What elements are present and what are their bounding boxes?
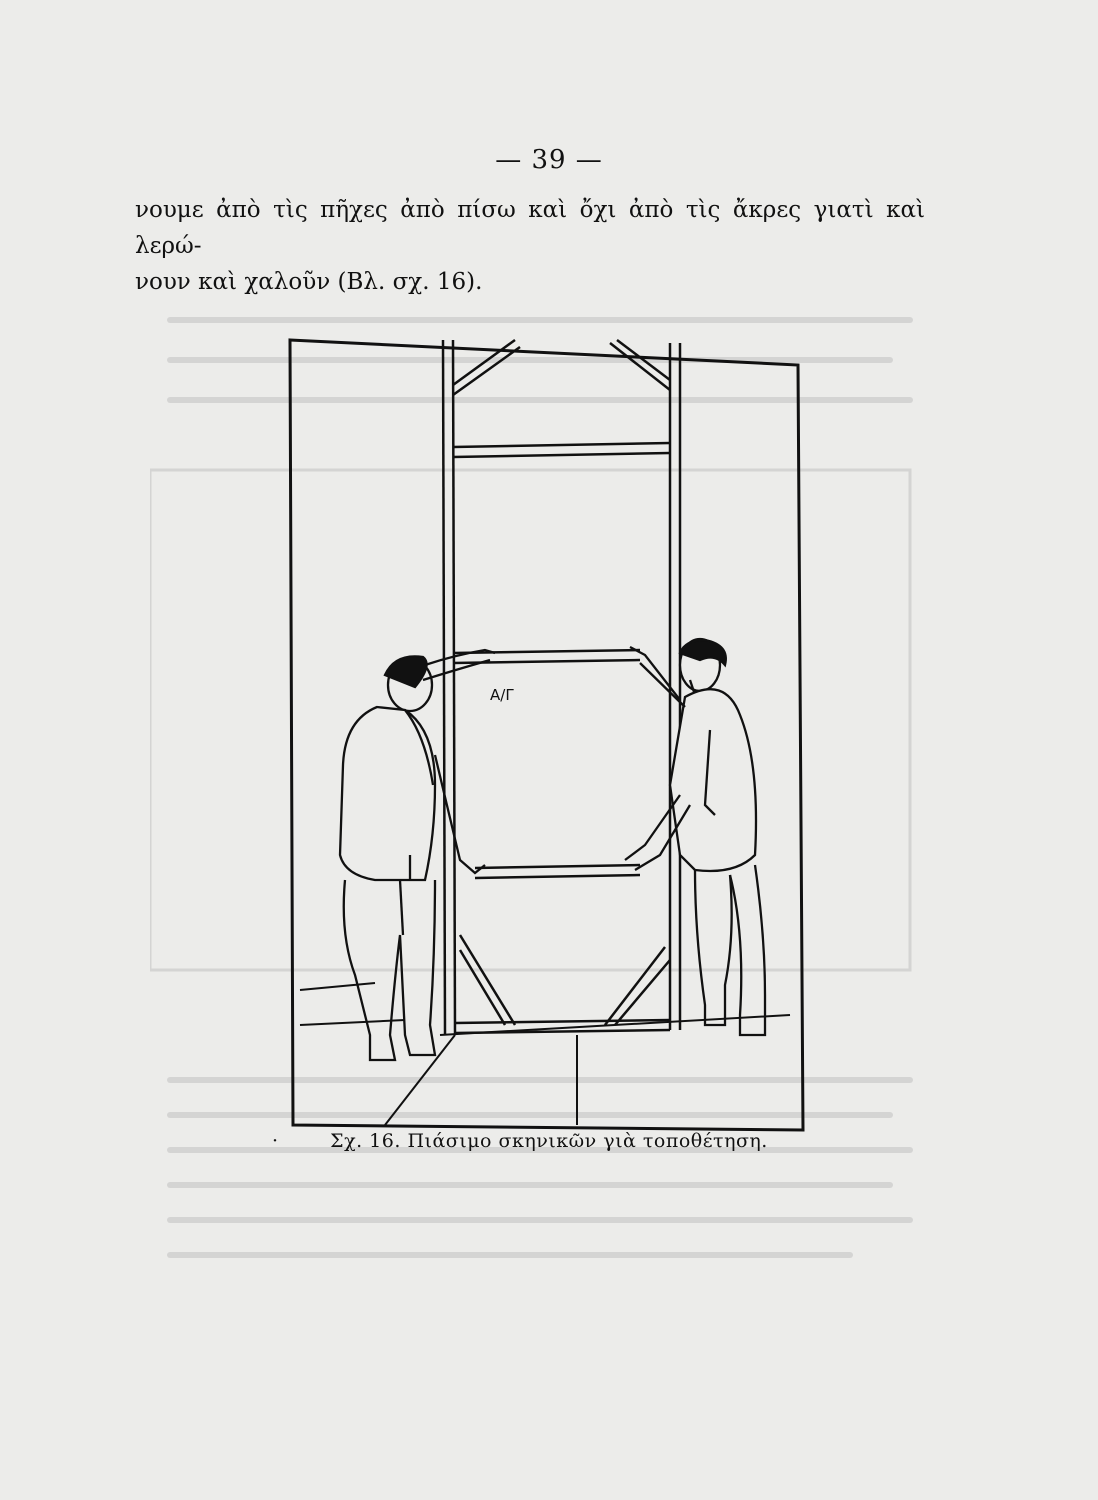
floor-lines [300, 983, 790, 1125]
illustration-two-workers-carrying-flat [285, 335, 815, 1135]
body-paragraph [135, 192, 925, 300]
caption-mark: · [272, 1130, 279, 1152]
figure-16 [285, 335, 815, 1135]
paragraph-line: νουν καὶ χαλοῦν (Βλ. σχ. 16). [135, 269, 483, 295]
scenery-flat [443, 340, 680, 1035]
figure-caption-row [0, 1130, 1098, 1152]
flat-marking: Α/Γ [490, 686, 514, 704]
paragraph-line: νουμε ἀπὸ τὶς πῆχες ἀπὸ πίσω καὶ ὄχι ἀπὸ τὶς ἄκρες γιατὶ καὶ λερώ- [135, 197, 925, 259]
left-worker [340, 650, 495, 1060]
figure-caption: Σχ. 16. Πιάσιμο σκηνικῶν γιὰ τοποθέτηση. [330, 1130, 768, 1152]
page-number: — 39 — [495, 145, 603, 175]
right-worker [625, 639, 765, 1035]
